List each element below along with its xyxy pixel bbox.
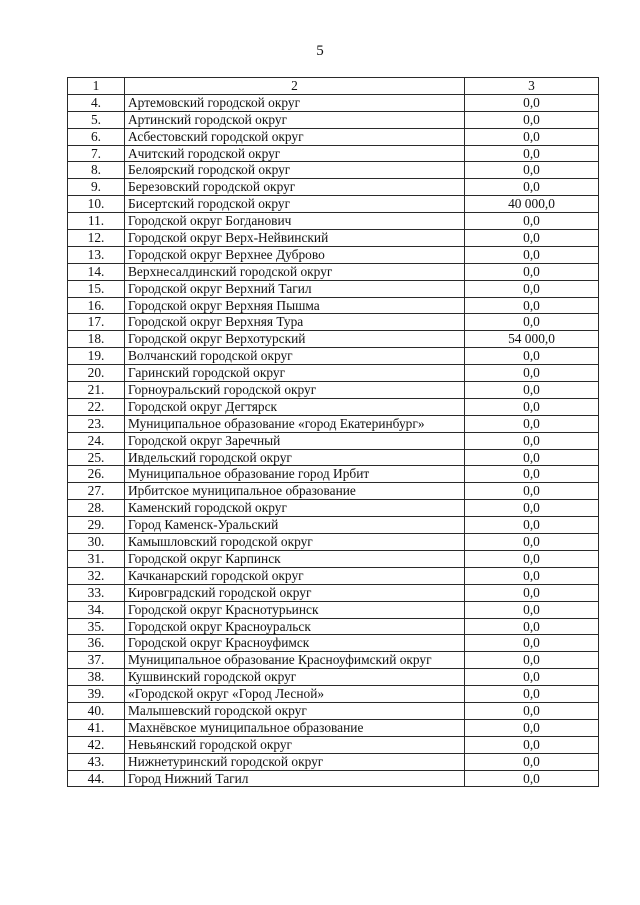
amount-value: 0,0 xyxy=(465,263,599,280)
row-number: 33. xyxy=(68,584,125,601)
municipality-name: Березовский городской округ xyxy=(125,179,465,196)
table-row xyxy=(68,111,599,128)
row-number: 31. xyxy=(68,550,125,567)
row-number: 35. xyxy=(68,618,125,635)
row-number: 23. xyxy=(68,415,125,432)
row-number: 19. xyxy=(68,348,125,365)
row-number: 30. xyxy=(68,534,125,551)
row-number: 34. xyxy=(68,601,125,618)
table-row xyxy=(68,567,599,584)
table-row xyxy=(68,500,599,517)
amount-value: 0,0 xyxy=(465,449,599,466)
amount-value: 0,0 xyxy=(465,719,599,736)
municipality-name: «Городской округ «Город Лесной» xyxy=(125,686,465,703)
row-number: 16. xyxy=(68,297,125,314)
table-row xyxy=(68,246,599,263)
municipality-name: Муниципальное образование Красноуфимский округ xyxy=(125,652,465,669)
table-header-row xyxy=(68,78,599,95)
header-cell-1: 1 xyxy=(68,78,125,95)
municipality-name: Качканарский городской округ xyxy=(125,567,465,584)
table-row xyxy=(68,213,599,230)
table-row xyxy=(68,348,599,365)
page-number: 5 xyxy=(316,43,324,59)
amount-value: 0,0 xyxy=(465,314,599,331)
amount-value: 0,0 xyxy=(465,382,599,399)
amount-value: 0,0 xyxy=(465,635,599,652)
table-row xyxy=(68,314,599,331)
table-row xyxy=(68,432,599,449)
municipality-name: Городской округ Верхотурский xyxy=(125,331,465,348)
amount-value: 0,0 xyxy=(465,736,599,753)
municipality-name: Городской округ Верхняя Тура xyxy=(125,314,465,331)
row-number: 12. xyxy=(68,230,125,247)
table-row xyxy=(68,128,599,145)
amount-value: 0,0 xyxy=(465,584,599,601)
amount-value: 0,0 xyxy=(465,686,599,703)
amount-value: 0,0 xyxy=(465,128,599,145)
table-row xyxy=(68,534,599,551)
table-row xyxy=(68,449,599,466)
row-number: 14. xyxy=(68,263,125,280)
table-row xyxy=(68,398,599,415)
municipality-name: Ачитский городской округ xyxy=(125,145,465,162)
row-number: 9. xyxy=(68,179,125,196)
amount-value: 0,0 xyxy=(465,601,599,618)
amount-value: 0,0 xyxy=(465,111,599,128)
table-row xyxy=(68,669,599,686)
municipality-name: Белоярский городской округ xyxy=(125,162,465,179)
municipality-name: Муниципальное образование «город Екатеринбург» xyxy=(125,415,465,432)
table-row xyxy=(68,179,599,196)
row-number: 36. xyxy=(68,635,125,652)
municipality-name: Городской округ Верхняя Пышма xyxy=(125,297,465,314)
table-row xyxy=(68,297,599,314)
row-number: 24. xyxy=(68,432,125,449)
municipality-name: Городской округ Карпинск xyxy=(125,550,465,567)
table-row xyxy=(68,415,599,432)
row-number: 20. xyxy=(68,365,125,382)
table-row xyxy=(68,145,599,162)
amount-value: 0,0 xyxy=(465,652,599,669)
row-number: 6. xyxy=(68,128,125,145)
row-number: 27. xyxy=(68,483,125,500)
table-row xyxy=(68,382,599,399)
amount-value: 0,0 xyxy=(465,770,599,787)
row-number: 25. xyxy=(68,449,125,466)
table-row xyxy=(68,162,599,179)
amount-value: 0,0 xyxy=(465,534,599,551)
amount-value: 40 000,0 xyxy=(465,196,599,213)
row-number: 10. xyxy=(68,196,125,213)
amount-value: 0,0 xyxy=(465,483,599,500)
row-number: 29. xyxy=(68,517,125,534)
amount-value: 0,0 xyxy=(465,567,599,584)
row-number: 26. xyxy=(68,466,125,483)
municipality-name: Артемовский городской округ xyxy=(125,94,465,111)
table-row xyxy=(68,702,599,719)
municipality-name: Городской округ Дегтярск xyxy=(125,398,465,415)
municipality-name: Город Нижний Тагил xyxy=(125,770,465,787)
municipality-name: Муниципальное образование город Ирбит xyxy=(125,466,465,483)
table-row xyxy=(68,517,599,534)
amount-value: 0,0 xyxy=(465,398,599,415)
table-row xyxy=(68,601,599,618)
table-row xyxy=(68,719,599,736)
amount-value: 0,0 xyxy=(465,365,599,382)
amount-value: 0,0 xyxy=(465,466,599,483)
table-row xyxy=(68,94,599,111)
table-row xyxy=(68,365,599,382)
municipality-name: Махнёвское муниципальное образование xyxy=(125,719,465,736)
municipality-name: Город Каменск-Уральский xyxy=(125,517,465,534)
municipality-name: Кушвинский городской округ xyxy=(125,669,465,686)
table-row xyxy=(68,635,599,652)
table-row xyxy=(68,736,599,753)
amount-value: 0,0 xyxy=(465,432,599,449)
municipality-name: Ивдельский городской округ xyxy=(125,449,465,466)
table-row xyxy=(68,584,599,601)
row-number: 40. xyxy=(68,702,125,719)
municipality-name: Городской округ Краснотурьинск xyxy=(125,601,465,618)
amount-value: 0,0 xyxy=(465,94,599,111)
row-number: 22. xyxy=(68,398,125,415)
table-row xyxy=(68,770,599,787)
amount-value: 0,0 xyxy=(465,145,599,162)
row-number: 5. xyxy=(68,111,125,128)
row-number: 11. xyxy=(68,213,125,230)
row-number: 43. xyxy=(68,753,125,770)
municipality-name: Гаринский городской округ xyxy=(125,365,465,382)
municipality-name: Городской округ Верх-Нейвинский xyxy=(125,230,465,247)
row-number: 4. xyxy=(68,94,125,111)
table-row xyxy=(68,280,599,297)
header-cell-3: 3 xyxy=(465,78,599,95)
table-row xyxy=(68,196,599,213)
municipality-name: Городской округ Богданович xyxy=(125,213,465,230)
amount-value: 0,0 xyxy=(465,500,599,517)
municipality-name: Волчанский городской округ xyxy=(125,348,465,365)
amount-value: 0,0 xyxy=(465,280,599,297)
table-row xyxy=(68,550,599,567)
municipality-name: Каменский городской округ xyxy=(125,500,465,517)
amount-value: 0,0 xyxy=(465,162,599,179)
table-row xyxy=(68,331,599,348)
row-number: 13. xyxy=(68,246,125,263)
amount-value: 0,0 xyxy=(465,213,599,230)
amount-value: 0,0 xyxy=(465,297,599,314)
amount-value: 0,0 xyxy=(465,415,599,432)
municipality-name: Городской округ Красноуральск xyxy=(125,618,465,635)
municipality-name: Невьянский городской округ xyxy=(125,736,465,753)
table-row xyxy=(68,652,599,669)
row-number: 32. xyxy=(68,567,125,584)
municipality-name: Бисертский городской округ xyxy=(125,196,465,213)
row-number: 38. xyxy=(68,669,125,686)
amount-value: 0,0 xyxy=(465,230,599,247)
table-body xyxy=(68,78,599,787)
row-number: 21. xyxy=(68,382,125,399)
municipality-name: Городской округ Заречный xyxy=(125,432,465,449)
row-number: 39. xyxy=(68,686,125,703)
row-number: 18. xyxy=(68,331,125,348)
municipality-name: Городской округ Верхнее Дуброво xyxy=(125,246,465,263)
amount-value: 0,0 xyxy=(465,550,599,567)
row-number: 42. xyxy=(68,736,125,753)
table-row xyxy=(68,753,599,770)
municipality-name: Верхнесалдинский городской округ xyxy=(125,263,465,280)
municipality-name: Камышловский городской округ xyxy=(125,534,465,551)
municipality-name: Малышевский городской округ xyxy=(125,702,465,719)
row-number: 8. xyxy=(68,162,125,179)
row-number: 7. xyxy=(68,145,125,162)
municipality-name: Асбестовский городской округ xyxy=(125,128,465,145)
header-cell-2: 2 xyxy=(125,78,465,95)
row-number: 28. xyxy=(68,500,125,517)
municipality-name: Городской округ Красноуфимск xyxy=(125,635,465,652)
amount-value: 0,0 xyxy=(465,246,599,263)
municipality-name: Артинский городской округ xyxy=(125,111,465,128)
table-row xyxy=(68,686,599,703)
row-number: 44. xyxy=(68,770,125,787)
row-number: 15. xyxy=(68,280,125,297)
amount-value: 0,0 xyxy=(465,753,599,770)
amount-value: 0,0 xyxy=(465,702,599,719)
amount-value: 0,0 xyxy=(465,348,599,365)
table-row xyxy=(68,483,599,500)
municipality-table xyxy=(67,77,599,787)
municipality-name: Горноуральский городской округ xyxy=(125,382,465,399)
municipality-name: Кировградский городской округ xyxy=(125,584,465,601)
amount-value: 0,0 xyxy=(465,517,599,534)
row-number: 37. xyxy=(68,652,125,669)
amount-value: 54 000,0 xyxy=(465,331,599,348)
row-number: 17. xyxy=(68,314,125,331)
municipality-name: Ирбитское муниципальное образование xyxy=(125,483,465,500)
table-row xyxy=(68,263,599,280)
amount-value: 0,0 xyxy=(465,179,599,196)
table-row xyxy=(68,230,599,247)
row-number: 41. xyxy=(68,719,125,736)
amount-value: 0,0 xyxy=(465,669,599,686)
municipality-name: Нижнетуринский городской округ xyxy=(125,753,465,770)
table-row xyxy=(68,618,599,635)
amount-value: 0,0 xyxy=(465,618,599,635)
table-row xyxy=(68,466,599,483)
municipality-name: Городской округ Верхний Тагил xyxy=(125,280,465,297)
